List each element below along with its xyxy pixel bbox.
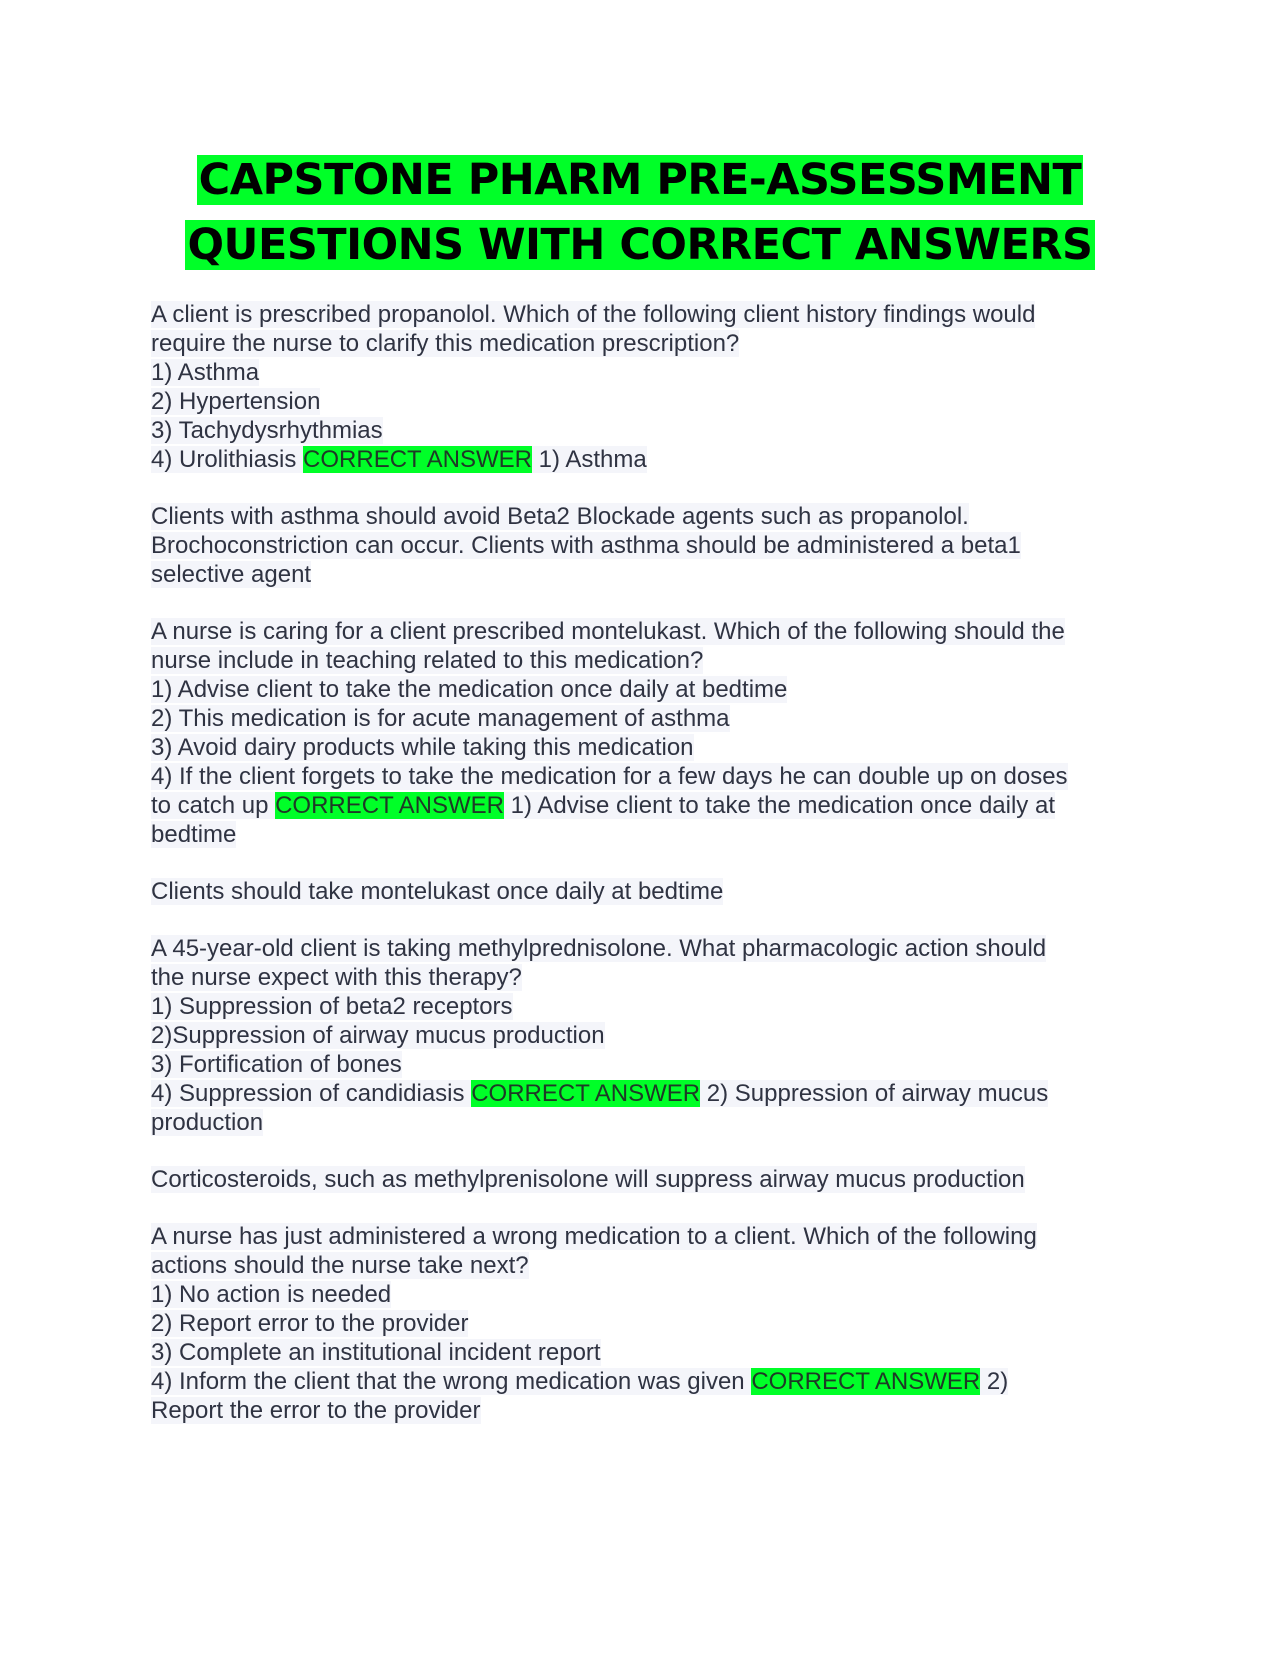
rationale-text: Clients with asthma should avoid Beta2 Blockade agents such as propanolol. <box>151 503 969 530</box>
question-text: require the nurse to clarify this medication prescription? <box>151 330 740 357</box>
answer-option: 1) Advise client to take the medication once daily at bedtime <box>151 676 788 703</box>
correct-answer-text: Report the error to the provider <box>151 1397 481 1424</box>
question-text: the nurse expect with this therapy? <box>151 964 522 991</box>
answer-option: 2)Suppression of airway mucus production <box>151 1022 605 1049</box>
question-text: A nurse has just administered a wrong medication to a client. Which of the following <box>151 1223 1037 1250</box>
question-text: A nurse is caring for a client prescribed montelukast. Which of the following should the <box>151 618 1065 645</box>
question-block <box>151 300 1151 474</box>
correct-answer-text: 2) <box>980 1368 1009 1395</box>
rationale-text: Corticosteroids, such as methylprenisolone will suppress airway mucus production <box>151 1166 1025 1193</box>
question-block <box>151 934 1151 1137</box>
question-text: nurse include in teaching related to this medication? <box>151 647 704 674</box>
rationale-block <box>151 877 1151 906</box>
question-text: actions should the nurse take next? <box>151 1252 529 1279</box>
question-text: A 45-year-old client is taking methylprednisolone. What pharmacologic action should <box>151 935 1047 962</box>
rationale-text: Brochoconstriction can occur. Clients with asthma should be administered a beta1 <box>151 532 1021 559</box>
rationale-block <box>151 1165 1151 1194</box>
answer-option: 2) This medication is for acute management of asthma <box>151 705 730 732</box>
correct-answer-label: CORRECT ANSWER <box>303 446 532 473</box>
answer-option: 1) Asthma <box>151 359 260 386</box>
correct-answer-text: 1) Asthma <box>531 446 647 473</box>
answer-option: 3) Fortification of bones <box>151 1051 402 1078</box>
question-block <box>151 617 1151 849</box>
question-text: A client is prescribed propanolol. Which of the following client history findings would <box>151 301 1036 328</box>
correct-answer-label: CORRECT ANSWER <box>751 1368 981 1395</box>
rationale-block <box>151 502 1151 589</box>
correct-answer-label: CORRECT ANSWER <box>471 1080 701 1107</box>
question-block <box>151 1222 1151 1425</box>
answer-option: 1) No action is needed <box>151 1281 392 1308</box>
answer-option: 2) Report error to the provider <box>151 1310 469 1337</box>
title-line-2: QUESTIONS WITH CORRECT ANSWERS <box>187 220 1093 270</box>
answer-option: 3) Avoid dairy products while taking this medication <box>151 734 694 761</box>
answer-option: 4) Urolithiasis <box>151 446 304 473</box>
correct-answer-text: production <box>151 1109 264 1136</box>
correct-answer-text: 2) Suppression of airway mucus <box>700 1080 1049 1107</box>
title-line-1: CAPSTONE PHARM PRE-ASSESSMENT <box>198 155 1082 205</box>
document-body <box>151 300 1151 1425</box>
answer-option: 1) Suppression of beta2 receptors <box>151 993 513 1020</box>
correct-answer-label: CORRECT ANSWER <box>275 792 504 819</box>
answer-option: 4) If the client forgets to take the medication for a few days he can double up on doses <box>151 763 1068 790</box>
rationale-text: Clients should take montelukast once daily at bedtime <box>151 878 724 905</box>
answer-option: 4) Inform the client that the wrong medication was given <box>151 1368 752 1395</box>
answer-option: to catch up <box>151 792 276 819</box>
document-title <box>0 148 1280 278</box>
answer-option: 3) Tachydysrhythmias <box>151 417 383 444</box>
correct-answer-text: 1) Advise client to take the medication once daily at <box>504 792 1055 819</box>
rationale-text: selective agent <box>151 561 312 588</box>
answer-option: 3) Complete an institutional incident report <box>151 1339 601 1366</box>
answer-option: 4) Suppression of candidiasis <box>151 1080 472 1107</box>
correct-answer-text: bedtime <box>151 821 237 848</box>
answer-option: 2) Hypertension <box>151 388 321 415</box>
